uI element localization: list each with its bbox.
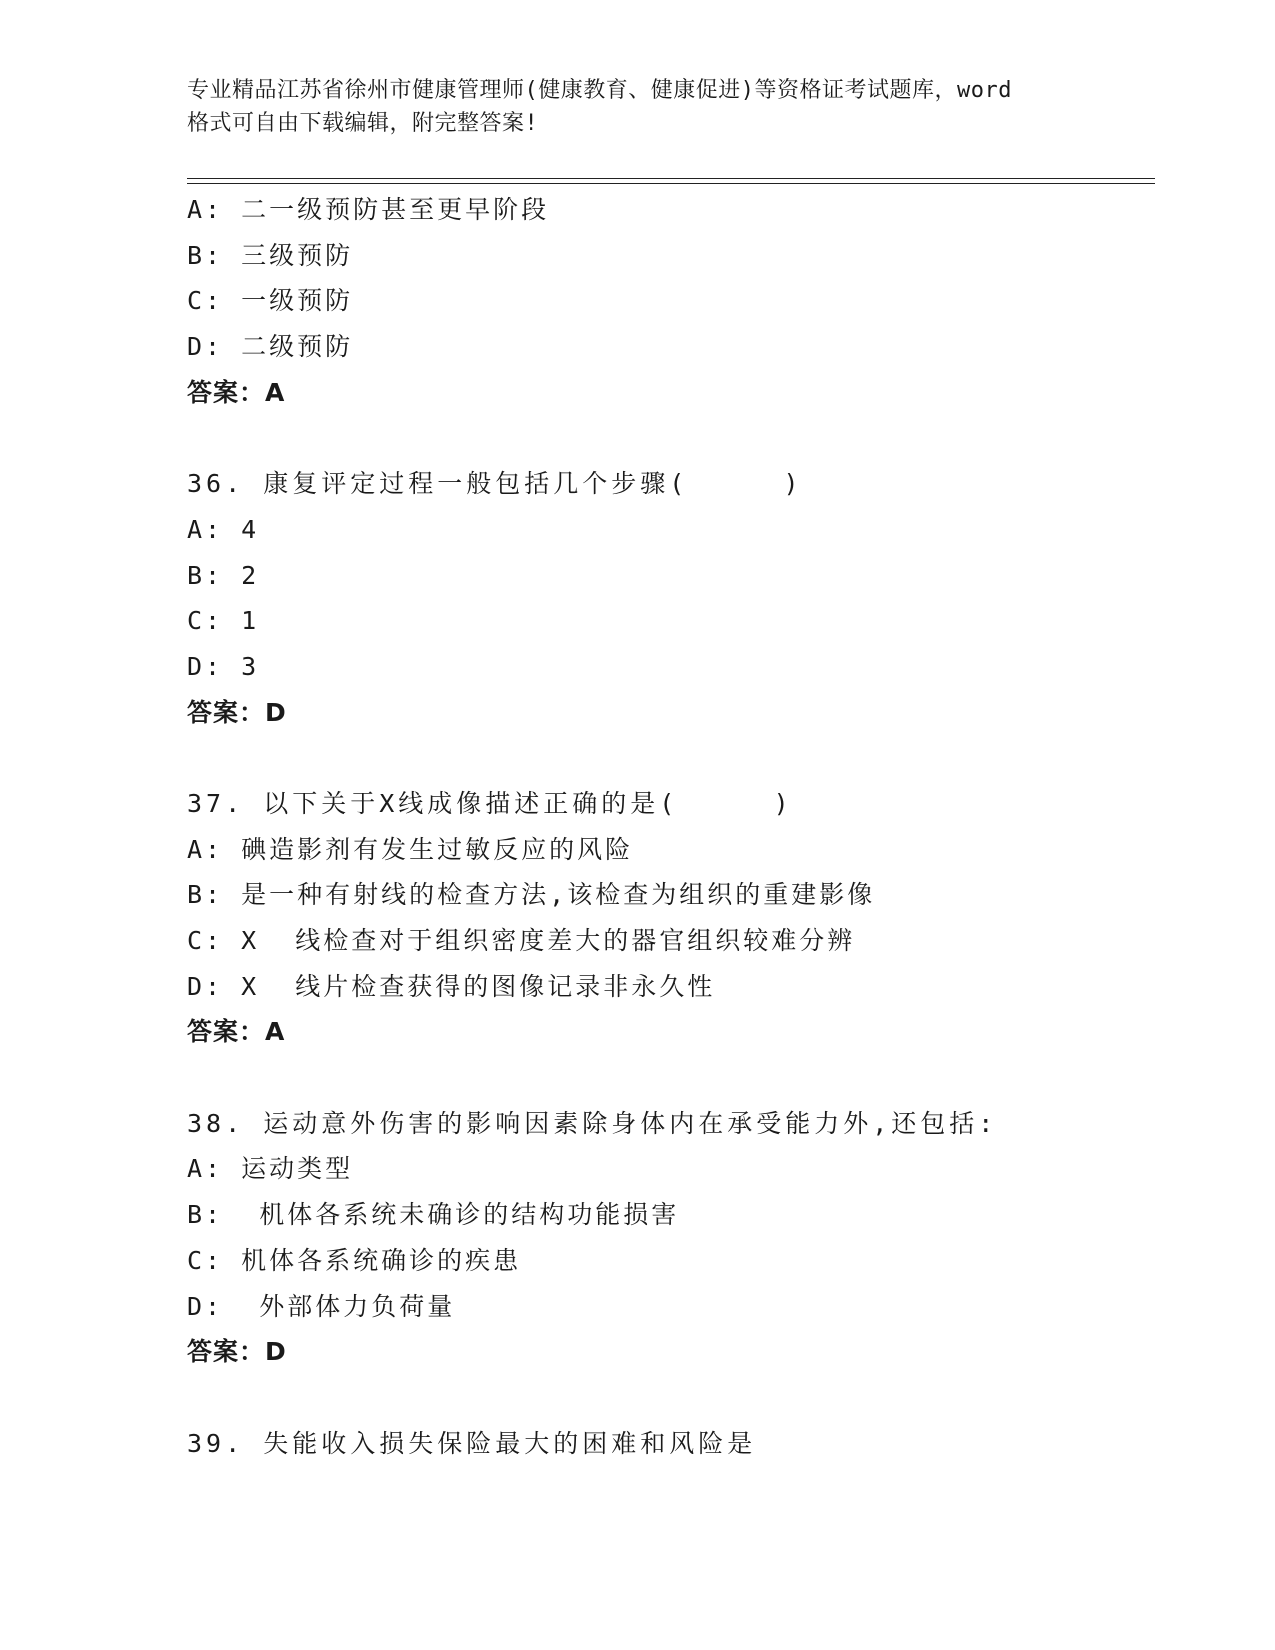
option-b: B: 是一种有射线的检查方法,该检查为组织的重建影像 bbox=[187, 880, 876, 910]
option-a: A: 碘造影剂有发生过敏反应的风险 bbox=[187, 834, 634, 864]
option-d: D: X 线片检查获得的图像记录非永久性 bbox=[187, 971, 716, 1001]
question-block bbox=[187, 187, 1147, 415]
question-text: 36. 康复评定过程一般包括几个步骤( ) bbox=[187, 469, 803, 499]
question-block bbox=[187, 1421, 1147, 1467]
option-d: D: 二级预防 bbox=[187, 332, 354, 362]
question-block bbox=[187, 461, 1147, 735]
answer-label: 答案：A bbox=[187, 1017, 286, 1047]
option-b: B: 三级预防 bbox=[187, 240, 354, 270]
option-b: B: 2 bbox=[187, 560, 260, 590]
option-b: B: 机体各系统未确诊的结构功能损害 bbox=[187, 1200, 680, 1230]
answer-label: 答案：D bbox=[187, 697, 287, 727]
option-d: D: 3 bbox=[187, 651, 260, 681]
option-a: A: 二一级预防甚至更早阶段 bbox=[187, 195, 550, 224]
answer-label: 答案：A bbox=[187, 377, 286, 407]
option-c: C: 1 bbox=[187, 606, 260, 636]
option-a: A: 运动类型 bbox=[187, 1154, 354, 1184]
question-text: 39. 失能收入损失保险最大的困难和风险是 bbox=[187, 1428, 757, 1458]
header-line-2: 格式可自由下载编辑，附完整答案! bbox=[187, 111, 539, 136]
question-block bbox=[187, 781, 1147, 1055]
page-header bbox=[187, 74, 1087, 140]
answer-label: 答案：D bbox=[187, 1337, 287, 1367]
header-line-1: 专业精品江苏省徐州市健康管理师(健康教育、健康促进)等资格证考试题库，word bbox=[187, 78, 1012, 103]
question-text: 38. 运动意外伤害的影响因素除身体内在承受能力外,还包括: bbox=[187, 1108, 998, 1138]
question-block bbox=[187, 1101, 1147, 1375]
question-list bbox=[187, 187, 1147, 1466]
option-d: D: 外部体力负荷量 bbox=[187, 1291, 456, 1321]
header-divider-bottom bbox=[187, 183, 1155, 184]
option-c: C: 一级预防 bbox=[187, 286, 354, 316]
header-divider-top bbox=[187, 178, 1155, 179]
option-c: C: 机体各系统确诊的疾患 bbox=[187, 1245, 522, 1275]
option-a: A: 4 bbox=[187, 514, 260, 544]
question-text: 37. 以下关于X线成像描述正确的是( ) bbox=[187, 788, 793, 818]
option-c: C: X 线检查对于组织密度差大的器官组织较难分辨 bbox=[187, 926, 856, 955]
